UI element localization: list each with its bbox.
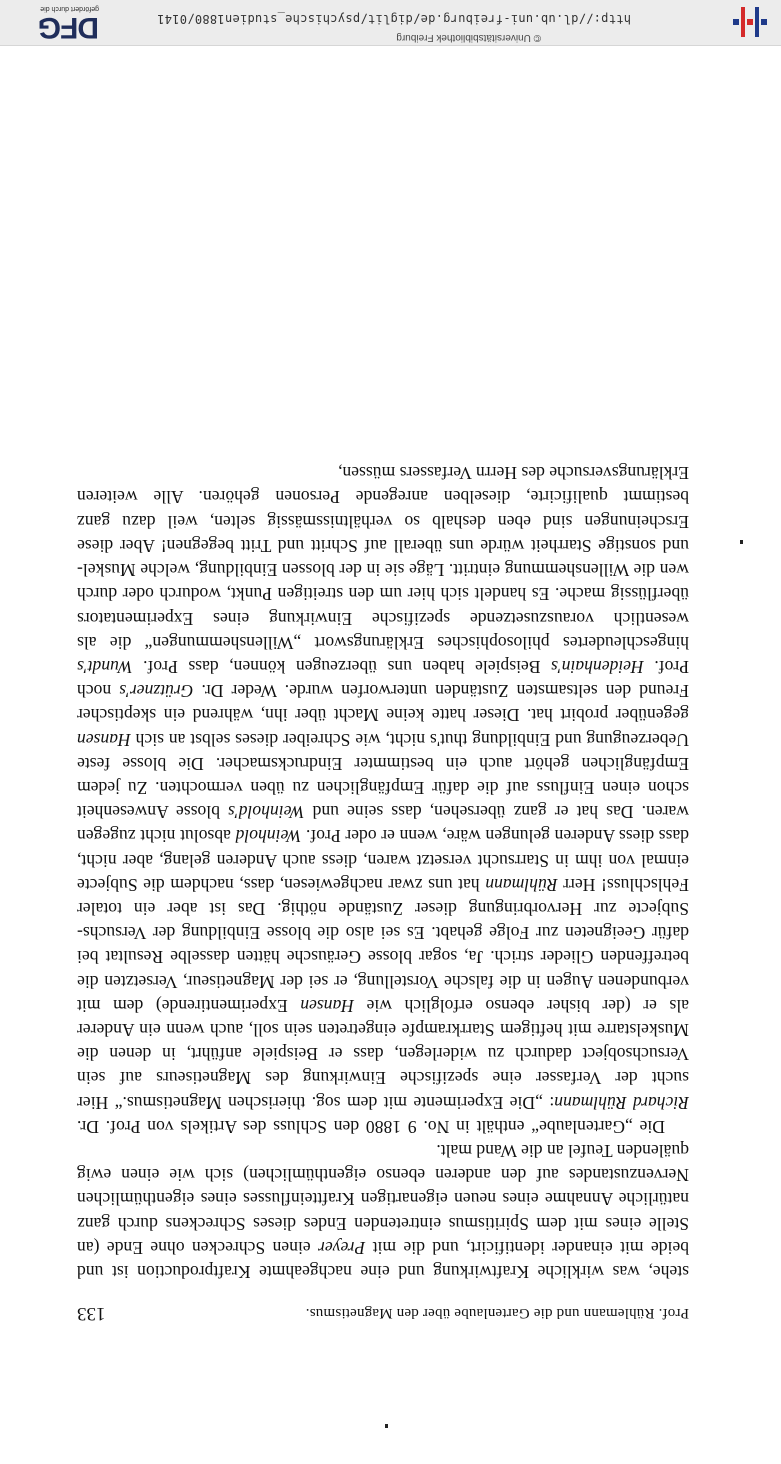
- text-run: gegenüber probirt hat. Dieser hatte keine Macht über ihn, während ein skeptischer Freund den seltsamsten Zuständen unterworfen wurde. Weder Dr.: [77, 681, 689, 726]
- copyright-credit: © Universitätsbibliothek Freiburg: [396, 32, 541, 43]
- italic-name: Hansen: [300, 995, 355, 1016]
- text-run: hingeschleudertes philosophisches Erklärungswort „Willenshemmungen“ die als wesentlich vorauszusetzende spezifische Einwirkung eines Experimentators überflüssig mache. Es handelt sich hier um den streitigen Punkt, wodurch oder durch wen die Willenshemmung eintritt. Läge sie in der blossen Einbildung, welche Muskel- und sonstige Starrheit würde uns überall auf Schritt und Tritt begegnen! Aber diese Erscheinungen sind eben deshalb so verhältnissmässig selten, weil dazu ganz bestimmt qualificirte, dieselben anregende Personen gehören. Alle weiteren Erklärungsversuche des Herrn Verfassers müssen,: [77, 463, 689, 653]
- running-head-title: Prof. Rühlemann und die Gartenlaube über den Magnetismus.: [305, 1305, 689, 1321]
- italic-name: Heidenhain's: [551, 656, 644, 677]
- italic-name: Weinhold: [235, 826, 302, 847]
- text-run: einen Schrecken ohne Ende (an Stelle eines mit dem Spiritismus eintretenden Endes dieses Schreckens durch ganz natürliche Annahme eines neuen eigenartigen Kraftteinflusses eines eigenthümlichen Nervenzustandes auf den anderen ebenso eigenthümlichen) sich wie einen ewig quälenden Teufel an die Wand malt.: [77, 1140, 689, 1258]
- text-run: hat uns zwar nachgewiesen, dass, nachdem die Subjecte einmal von ihm in Starrsucht versetzt waren, diess auch Anderen gelang, aber nicht, dass diess Anderen gelungen wäre, wenn er oder Prof.: [77, 826, 689, 895]
- text-run: Die „Gartenlaube“ enthält in No. 9 1880 den Schluss des Artikels von Prof. Dr.: [77, 1116, 665, 1137]
- text-run: absolut nicht zugegen waren. Das hat er ganz übersehen, dass seine und: [77, 802, 689, 847]
- body-text: [77, 461, 689, 1284]
- text-run: blosse Anwesenheit schon einen Einfluss auf die dafür Empfänglichen zu üben vermochten. Zu jedem Empfänglichen gehört auch ein bestimmter Eindrucksmacher. Die blosse feste Ueberzeugung und Einbildung thut's nicht, wie Schreiber dieses selbst an sich: [77, 729, 689, 823]
- text-run: Beispiele haben uns überzeugen können, dass Prof.: [132, 656, 552, 677]
- italic-name: Weinhold's: [228, 802, 305, 823]
- page-number: 133: [77, 1303, 106, 1324]
- ub-freiburg-logo-icon: [725, 3, 773, 39]
- paragraph: [77, 461, 689, 1139]
- dfg-logo-subtitle: gefördert durch die: [40, 5, 99, 12]
- stray-ink-mark: [385, 1424, 388, 1428]
- italic-name: Wundt's: [77, 656, 133, 677]
- text-run: noch Prof.: [77, 656, 689, 702]
- text-run: Experimentirende) dem mit verbundenen Augen in die falsche Vorstellung, er sei der Magnetiseur, Versetzten die betreffenden Glieder strich. Ja, sogar blosse Geräusche hätten dasselbe Resultat bei dafür Geeigneten zur Folge gehabt. Es sei also die blosse Einbildung der Versuchs-Subjecte zur Hervorbringung dieser Zustände nöthig. Das ist aber ein totaler Fehlschluss! Herr: [77, 874, 689, 1016]
- text-run: stehe, was wirkliche Kraftwirkung und eine nachgeahmte Kraftproduction ist und beide mit einander identificirt, und die mit: [77, 1237, 689, 1282]
- italic-name: Rühlmann: [485, 874, 558, 895]
- dfg-logo-icon: [3, 2, 99, 42]
- source-url-link[interactable]: http://dl.ub.uni-freiburg.de/diglit/psychische_studien1880/0141: [156, 12, 631, 26]
- italic-name: Grützner's: [119, 681, 194, 702]
- running-head: [77, 1298, 689, 1324]
- paragraph: [77, 1139, 689, 1284]
- italic-name: Preyer: [318, 1237, 366, 1258]
- stray-ink-mark: [740, 540, 743, 544]
- italic-name: Richard Rühlmann: [554, 1092, 689, 1113]
- viewer-footer-bar: [0, 0, 781, 46]
- italic-name: Hansen: [77, 729, 131, 750]
- dfg-logo-mark: DFG: [38, 11, 99, 44]
- text-run: : „Die Experimente mit dem sog. thierischen Magnetismus.“ Hier sucht der Verfasser eine spezifische Einwirkung des Magnetiseurs auf sein Versuchsobject dadurch zu widerlegen, dass er Beispiele anführt, in denen die Muskelstarre mit heftigem Starrkrampfe eingetreten sein soll, auch wenn ein Anderer als er (der bisher ebenso erfolglich wie: [77, 995, 689, 1113]
